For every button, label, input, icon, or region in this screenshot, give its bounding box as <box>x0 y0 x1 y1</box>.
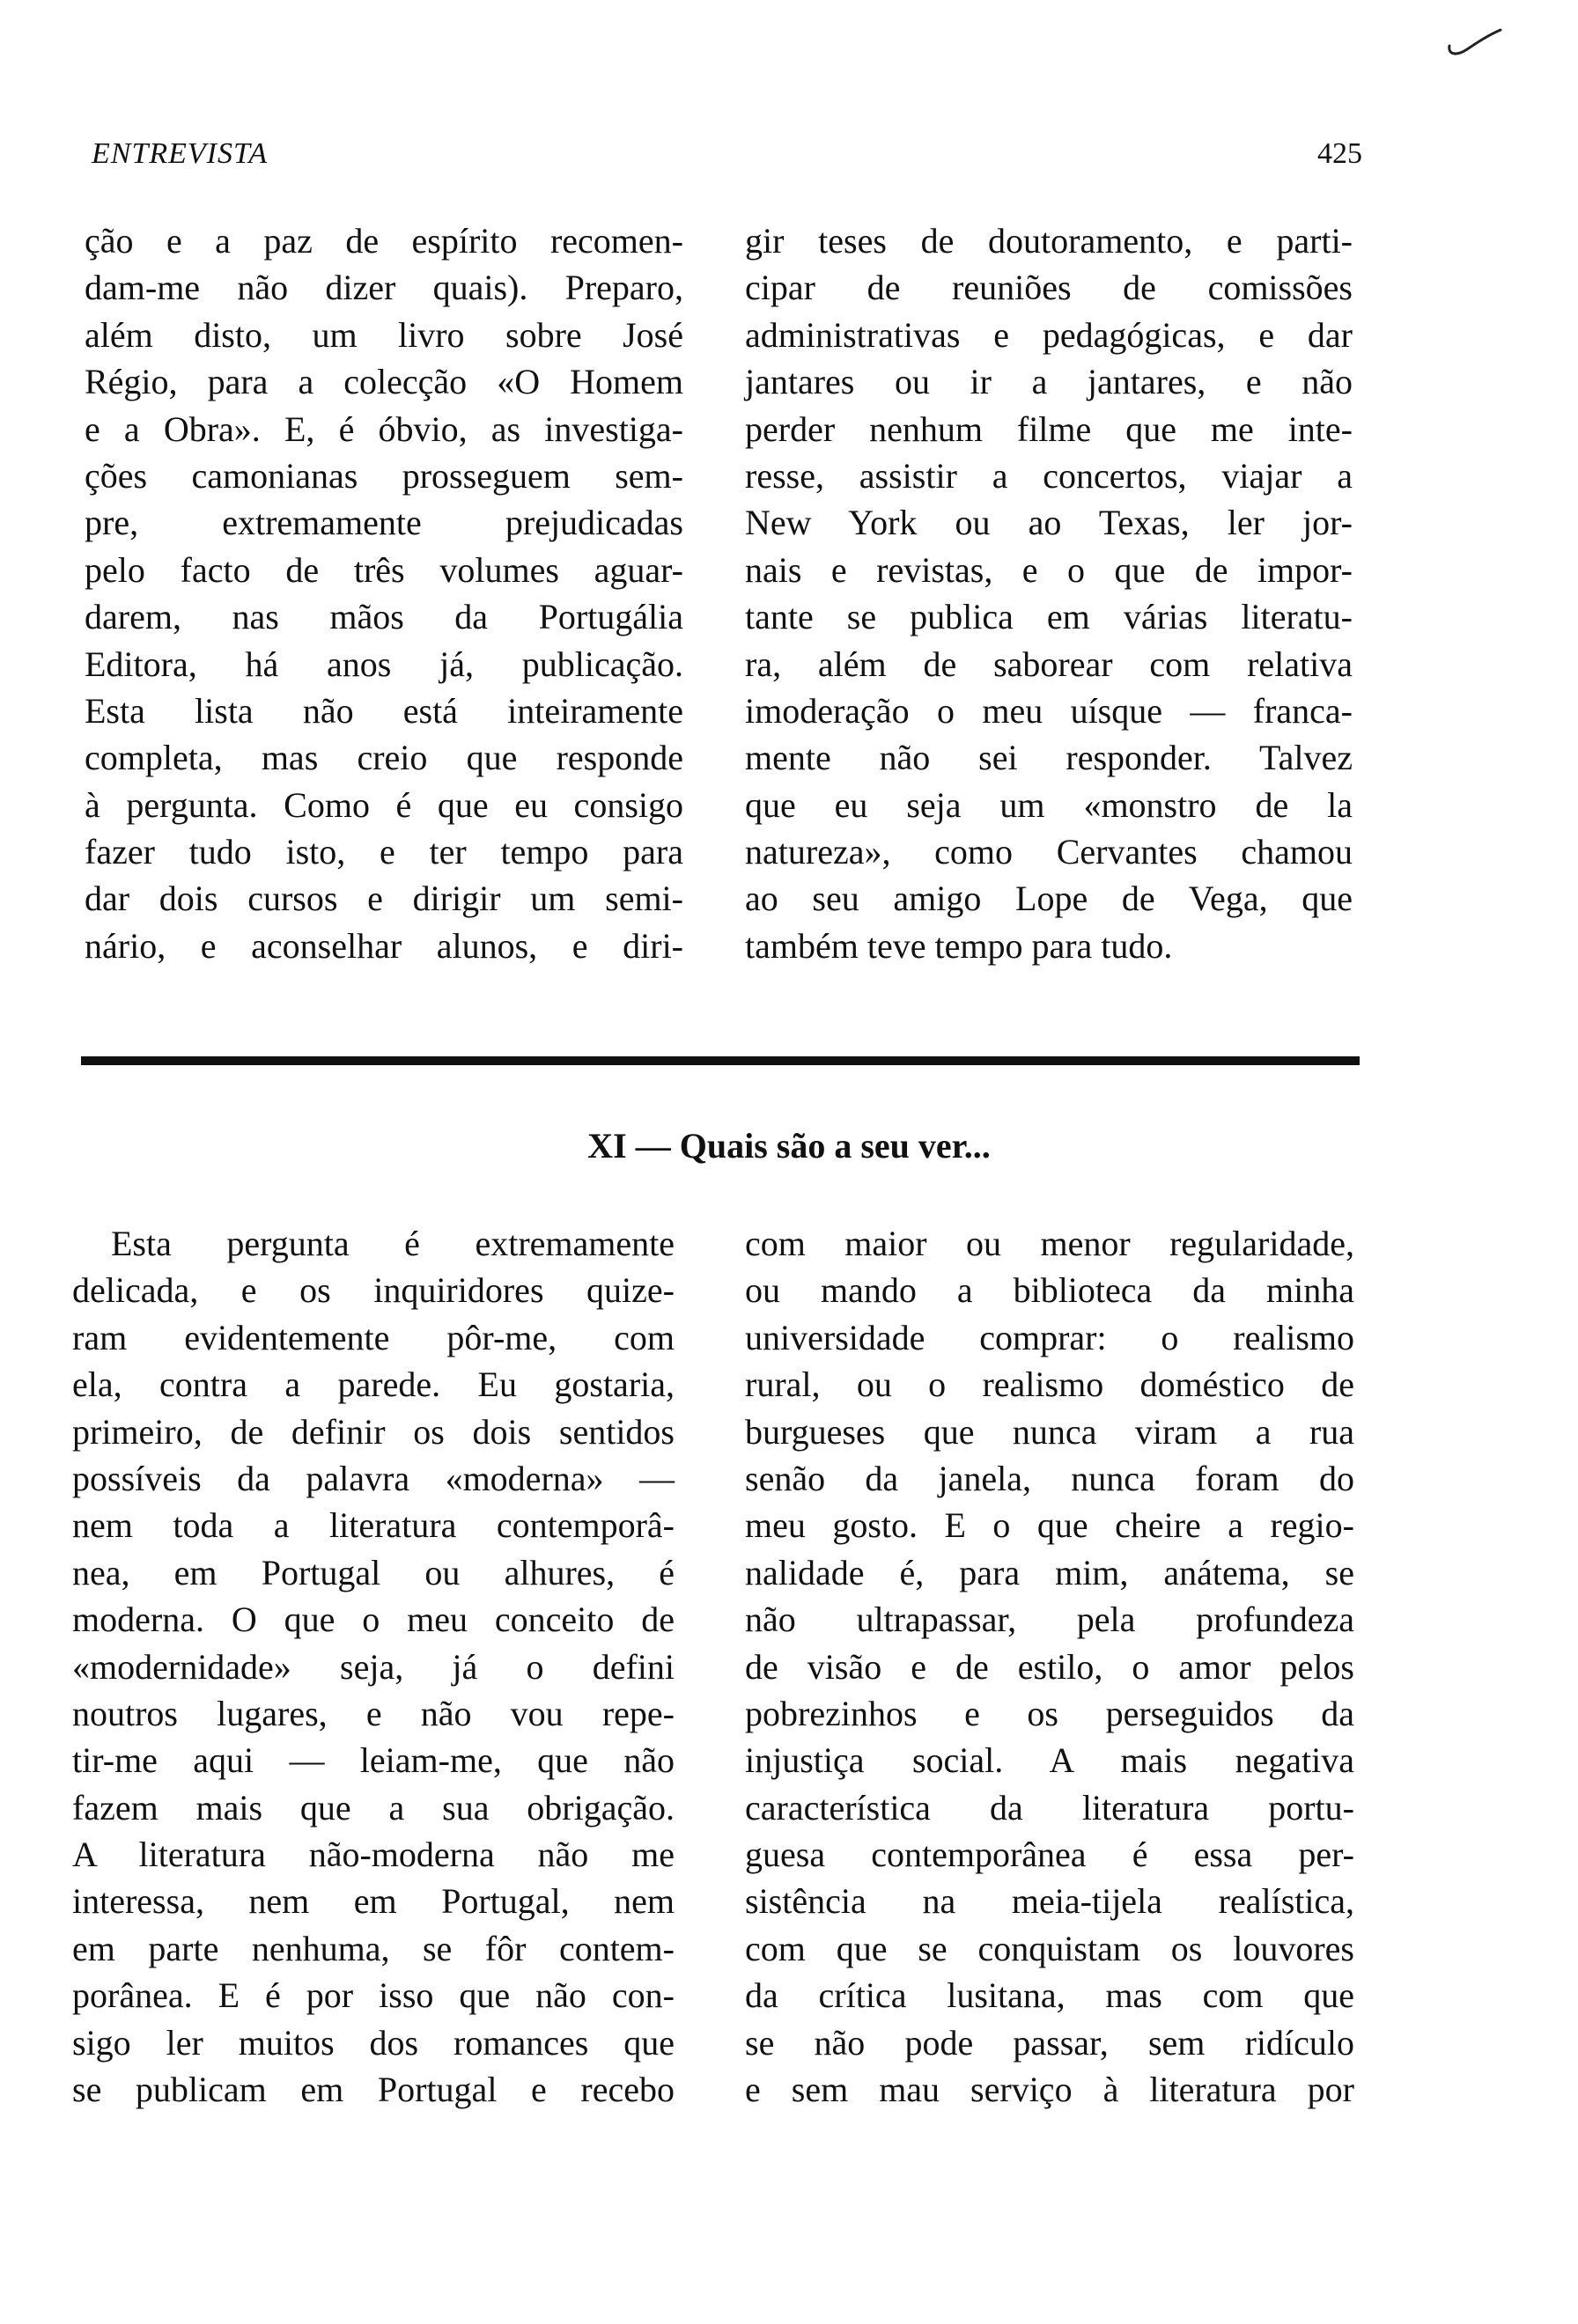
text-line: imoderação o meu uísque — franca- <box>745 690 1353 731</box>
top-right-column <box>745 217 1353 969</box>
text-line: A literatura não-moderna não me <box>72 1835 675 1875</box>
section-divider <box>81 1056 1360 1065</box>
text-line: completa, mas creio que responde <box>85 738 683 778</box>
text-line: rural, ou o realismo doméstico de <box>745 1364 1354 1405</box>
text-line: ra, além de saborear com relativa <box>745 644 1353 684</box>
text-line: além disto, um livro sobre José <box>85 314 683 355</box>
pencil-tick-mark-icon <box>1444 25 1506 60</box>
text-line: ao seu amigo Lope de Vega, que <box>745 879 1353 919</box>
text-line: nalidade é, para mim, anátema, se <box>745 1552 1354 1592</box>
text-line: tir-me aqui — leiam-me, que não <box>72 1740 675 1781</box>
text-line: dam-me não dizer quais). Preparo, <box>85 268 683 308</box>
text-line: não ultrapassar, pela profundeza <box>745 1600 1354 1640</box>
text-line: fazem mais que a sua obrigação. <box>72 1787 675 1828</box>
text-line: primeiro, de definir os dois sentidos <box>72 1411 675 1452</box>
text-line: sistência na meia-tijela realística, <box>745 1881 1354 1922</box>
text-line: delicada, e os inquiridores quize- <box>72 1270 675 1311</box>
text-line: da crítica lusitana, mas com que <box>745 1975 1354 2016</box>
text-line: se não pode passar, sem ridículo <box>745 2022 1354 2063</box>
text-line: darem, nas mãos da Portugália <box>85 597 683 637</box>
text-line: «modernidade» seja, já o defini <box>72 1646 675 1687</box>
top-left-column <box>85 217 683 969</box>
bottom-left-column <box>72 1220 675 2113</box>
page-number: 425 <box>1317 137 1362 170</box>
text-line: característica da literatura portu- <box>745 1787 1354 1828</box>
text-line: também teve tempo para tudo. <box>745 925 1173 966</box>
text-line: pelo facto de três volumes aguar- <box>85 549 683 590</box>
text-line: nem toda a literatura contemporâ- <box>72 1505 675 1546</box>
text-line: fazer tudo isto, e ter tempo para <box>85 832 683 872</box>
text-line: senão da janela, nunca foram do <box>745 1458 1354 1498</box>
text-line: universidade comprar: o realismo <box>745 1317 1354 1357</box>
text-line: pobrezinhos e os perseguidos da <box>745 1693 1354 1733</box>
text-line: com que se conquistam os louvores <box>745 1928 1354 1968</box>
text-line: interessa, nem em Portugal, nem <box>72 1881 675 1922</box>
text-line: ções camonianas prosseguem sem- <box>85 455 683 496</box>
text-line: ram evidentemente pôr-me, com <box>72 1317 675 1357</box>
text-line: com maior ou menor regularidade, <box>745 1224 1354 1263</box>
running-title: ENTREVISTA <box>92 137 269 170</box>
section-heading: XI — Quais são a seu ver... <box>587 1126 991 1166</box>
text-line: meu gosto. E o que cheire a regio- <box>745 1505 1354 1546</box>
text-line: de visão e de estilo, o amor pelos <box>745 1646 1354 1687</box>
text-line: nário, e aconselhar alunos, e diri- <box>85 925 683 966</box>
text-line: Esta lista não está inteiramente <box>85 690 683 731</box>
text-line: dar dois cursos e dirigir um semi- <box>85 879 683 919</box>
text-line: perder nenhum filme que me inte- <box>745 408 1353 449</box>
text-line: nais e revistas, e o que de impor- <box>745 549 1353 590</box>
text-line: ou mando a biblioteca da minha <box>745 1270 1354 1311</box>
text-line: mente não sei responder. Talvez <box>745 738 1353 778</box>
text-line: em parte nenhuma, se fôr contem- <box>72 1928 675 1968</box>
text-line: administrativas e pedagógicas, e dar <box>745 314 1353 355</box>
text-line: e sem mau serviço à literatura por <box>745 2070 1354 2110</box>
text-line: tante se publica em várias literatu- <box>745 597 1353 637</box>
text-line: moderna. O que o meu conceito de <box>72 1600 675 1640</box>
text-line: resse, assistir a concertos, viajar a <box>745 455 1353 496</box>
text-line: burgueses que nunca viram a rua <box>745 1411 1354 1452</box>
text-line: nea, em Portugal ou alhures, é <box>72 1552 675 1592</box>
text-line: sigo ler muitos dos romances que <box>72 2022 675 2063</box>
text-line: pre, extremamente prejudicadas <box>85 503 683 543</box>
bottom-right-column <box>745 1220 1354 2113</box>
text-line: cipar de reuniões de comissões <box>745 268 1353 308</box>
text-line: possíveis da palavra «moderna» — <box>72 1458 675 1498</box>
text-line: natureza», como Cervantes chamou <box>745 832 1353 872</box>
text-line: Esta pergunta é extremamente <box>111 1224 675 1263</box>
text-line: ção e a paz de espírito recomen- <box>85 221 683 261</box>
text-line: à pergunta. Como é que eu consigo <box>85 784 683 825</box>
text-line: porânea. E é por isso que não con- <box>72 1975 675 2016</box>
text-line: se publicam em Portugal e recebo <box>72 2070 675 2110</box>
text-line: e a Obra». E, é óbvio, as investiga- <box>85 408 683 449</box>
text-line: ela, contra a parede. Eu gostaria, <box>72 1364 675 1405</box>
text-line: Régio, para a colecção «O Homem <box>85 362 683 402</box>
text-line: Editora, há anos já, publicação. <box>85 644 683 684</box>
text-line: New York ou ao Texas, ler jor- <box>745 503 1353 543</box>
text-line: guesa contemporânea é essa per- <box>745 1835 1354 1875</box>
text-line: injustiça social. A mais negativa <box>745 1740 1354 1781</box>
text-line: que eu seja um «monstro de la <box>745 784 1353 825</box>
text-line: gir teses de doutoramento, e parti- <box>745 221 1353 261</box>
text-line: noutros lugares, e não vou repe- <box>72 1693 675 1733</box>
text-line: jantares ou ir a jantares, e não <box>745 362 1353 402</box>
